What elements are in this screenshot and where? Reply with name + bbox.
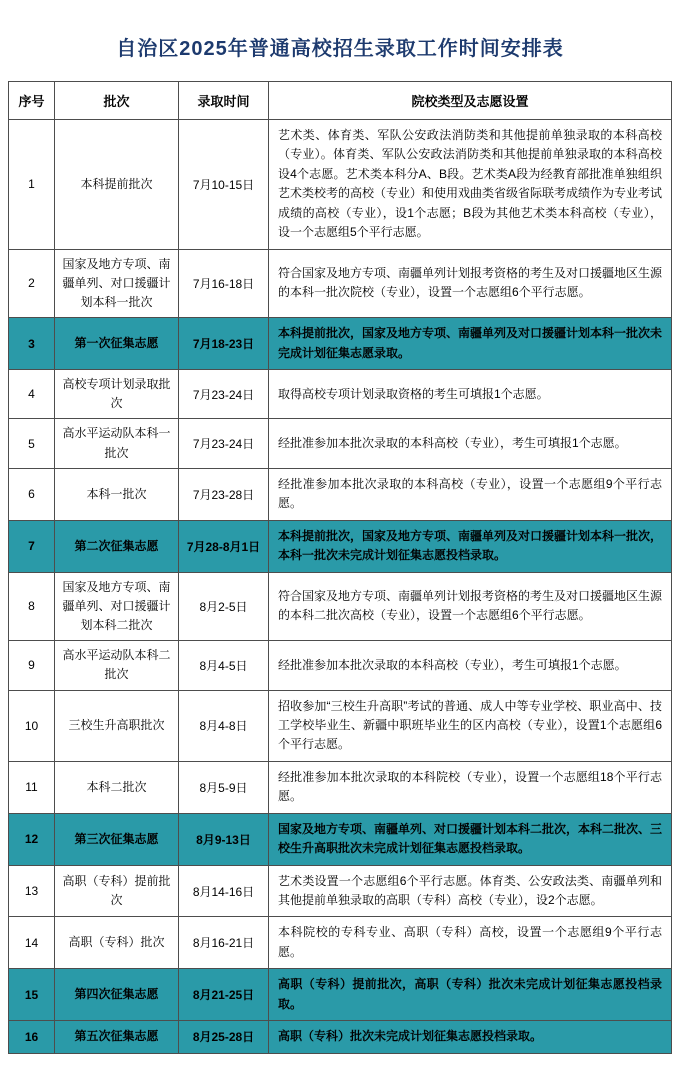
batch-description: 经批准参加本批次录取的本科高校（专业），设置一个志愿组9个平行志愿。 bbox=[269, 468, 672, 520]
table-header bbox=[9, 82, 672, 120]
batch-name: 第三次征集志愿 bbox=[55, 813, 179, 865]
admission-time: 7月23-24日 bbox=[179, 370, 269, 419]
column-header-batch: 批次 bbox=[55, 82, 179, 120]
batch-description: 经批准参加本批次录取的本科高校（专业），考生可填报1个志愿。 bbox=[269, 419, 672, 468]
batch-description: 经批准参加本批次录取的本科院校（专业），设置一个志愿组18个平行志愿。 bbox=[269, 761, 672, 813]
admission-time: 8月5-9日 bbox=[179, 761, 269, 813]
header-row bbox=[9, 82, 672, 120]
batch-name: 三校生升高职批次 bbox=[55, 690, 179, 761]
batch-name: 高职（专科）批次 bbox=[55, 917, 179, 969]
row-number: 8 bbox=[9, 572, 55, 641]
table-row bbox=[9, 969, 672, 1021]
table-row bbox=[9, 520, 672, 572]
admission-time: 8月16-21日 bbox=[179, 917, 269, 969]
batch-description: 本科提前批次，国家及地方专项、南疆单列及对口援疆计划本科一批次未完成计划征集志愿录取。 bbox=[269, 318, 672, 370]
batch-description: 国家及地方专项、南疆单列、对口援疆计划本科二批次，本科二批次、三校生升高职批次未完成计划征集志愿投档录取。 bbox=[269, 813, 672, 865]
row-number: 1 bbox=[9, 120, 55, 250]
admission-time: 8月2-5日 bbox=[179, 572, 269, 641]
table-row bbox=[9, 641, 672, 690]
row-number: 15 bbox=[9, 969, 55, 1021]
table-row bbox=[9, 120, 672, 250]
admission-time: 8月4-8日 bbox=[179, 690, 269, 761]
batch-name: 国家及地方专项、南疆单列、对口援疆计划本科一批次 bbox=[55, 249, 179, 318]
table-row bbox=[9, 1021, 672, 1053]
table-row bbox=[9, 865, 672, 917]
row-number: 2 bbox=[9, 249, 55, 318]
admission-time: 7月18-23日 bbox=[179, 318, 269, 370]
batch-name: 本科一批次 bbox=[55, 468, 179, 520]
admission-time: 7月10-15日 bbox=[179, 120, 269, 250]
row-number: 3 bbox=[9, 318, 55, 370]
row-number: 4 bbox=[9, 370, 55, 419]
admission-time: 8月4-5日 bbox=[179, 641, 269, 690]
batch-description: 艺术类设置一个志愿组6个平行志愿。体育类、公安政法类、南疆单列和其他提前单独录取的高职（专科）高校（专业），设2个志愿。 bbox=[269, 865, 672, 917]
batch-name: 第四次征集志愿 bbox=[55, 969, 179, 1021]
batch-description: 符合国家及地方专项、南疆单列计划报考资格的考生及对口援疆地区生源的本科一批次院校（专业），设置一个志愿组6个平行志愿。 bbox=[269, 249, 672, 318]
row-number: 5 bbox=[9, 419, 55, 468]
row-number: 10 bbox=[9, 690, 55, 761]
row-number: 14 bbox=[9, 917, 55, 969]
admission-time: 7月16-18日 bbox=[179, 249, 269, 318]
batch-description: 高职（专科）提前批次，高职（专科）批次未完成计划征集志愿投档录取。 bbox=[269, 969, 672, 1021]
column-header-time: 录取时间 bbox=[179, 82, 269, 120]
row-number: 16 bbox=[9, 1021, 55, 1053]
admission-time: 7月23-24日 bbox=[179, 419, 269, 468]
batch-name: 第五次征集志愿 bbox=[55, 1021, 179, 1053]
batch-description: 经批准参加本批次录取的本科高校（专业），考生可填报1个志愿。 bbox=[269, 641, 672, 690]
page-title: 自治区2025年普通高校招生录取工作时间安排表 bbox=[116, 38, 564, 60]
table-row bbox=[9, 690, 672, 761]
batch-description: 符合国家及地方专项、南疆单列计划报考资格的考生及对口援疆地区生源的本科二批次高校（专业），设置一个志愿组6个平行志愿。 bbox=[269, 572, 672, 641]
row-number: 9 bbox=[9, 641, 55, 690]
batch-description: 高职（专科）批次未完成计划征集志愿投档录取。 bbox=[269, 1021, 672, 1053]
batch-name: 第二次征集志愿 bbox=[55, 520, 179, 572]
row-number: 6 bbox=[9, 468, 55, 520]
batch-name: 本科提前批次 bbox=[55, 120, 179, 250]
schedule-table bbox=[8, 81, 672, 1054]
column-header-no: 序号 bbox=[9, 82, 55, 120]
batch-description: 本科院校的专科专业、高职（专科）高校，设置一个志愿组9个平行志愿。 bbox=[269, 917, 672, 969]
schedule-table-body bbox=[9, 120, 672, 1054]
row-number: 12 bbox=[9, 813, 55, 865]
row-number: 11 bbox=[9, 761, 55, 813]
batch-name: 高校专项计划录取批次 bbox=[55, 370, 179, 419]
column-header-desc: 院校类型及志愿设置 bbox=[269, 82, 672, 120]
admission-time: 7月23-28日 bbox=[179, 468, 269, 520]
table-row bbox=[9, 761, 672, 813]
table-row bbox=[9, 813, 672, 865]
row-number: 7 bbox=[9, 520, 55, 572]
table-row bbox=[9, 468, 672, 520]
table-row bbox=[9, 318, 672, 370]
batch-name: 第一次征集志愿 bbox=[55, 318, 179, 370]
admission-time: 7月28-8月1日 bbox=[179, 520, 269, 572]
batch-description: 本科提前批次，国家及地方专项、南疆单列及对口援疆计划本科一批次，本科一批次未完成计划征集志愿投档录取。 bbox=[269, 520, 672, 572]
admission-time: 8月25-28日 bbox=[179, 1021, 269, 1053]
table-row bbox=[9, 419, 672, 468]
admission-time: 8月9-13日 bbox=[179, 813, 269, 865]
batch-name: 本科二批次 bbox=[55, 761, 179, 813]
batch-description: 取得高校专项计划录取资格的考生可填报1个志愿。 bbox=[269, 370, 672, 419]
table-row bbox=[9, 370, 672, 419]
row-number: 13 bbox=[9, 865, 55, 917]
batch-name: 高水平运动队本科一批次 bbox=[55, 419, 179, 468]
batch-description: 艺术类、体育类、军队公安政法消防类和其他提前单独录取的本科高校（专业）。体育类、军队公安政法消防类和其他提前单独录取的本科高校设4个志愿。艺术类本科分A、B段。艺术类A段为经教育部批准单独组织艺术类校考的高校（专业）和使用戏曲类省级省际联考成绩作为专业考试成绩的高校（专业），设1个志愿；B段为其他艺术类本科高校（专业），设一个志愿组5个平行志愿。 bbox=[269, 120, 672, 250]
batch-name: 高职（专科）提前批次 bbox=[55, 865, 179, 917]
batch-name: 高水平运动队本科二批次 bbox=[55, 641, 179, 690]
admission-time: 8月14-16日 bbox=[179, 865, 269, 917]
table-row bbox=[9, 249, 672, 318]
admission-time: 8月21-25日 bbox=[179, 969, 269, 1021]
batch-description: 招收参加“三校生升高职”考试的普通、成人中等专业学校、职业高中、技工学校毕业生、新疆中职班毕业生的区内高校（专业），设置1个志愿组6个平行志愿。 bbox=[269, 690, 672, 761]
batch-name: 国家及地方专项、南疆单列、对口援疆计划本科二批次 bbox=[55, 572, 179, 641]
table-row bbox=[9, 917, 672, 969]
table-row bbox=[9, 572, 672, 641]
